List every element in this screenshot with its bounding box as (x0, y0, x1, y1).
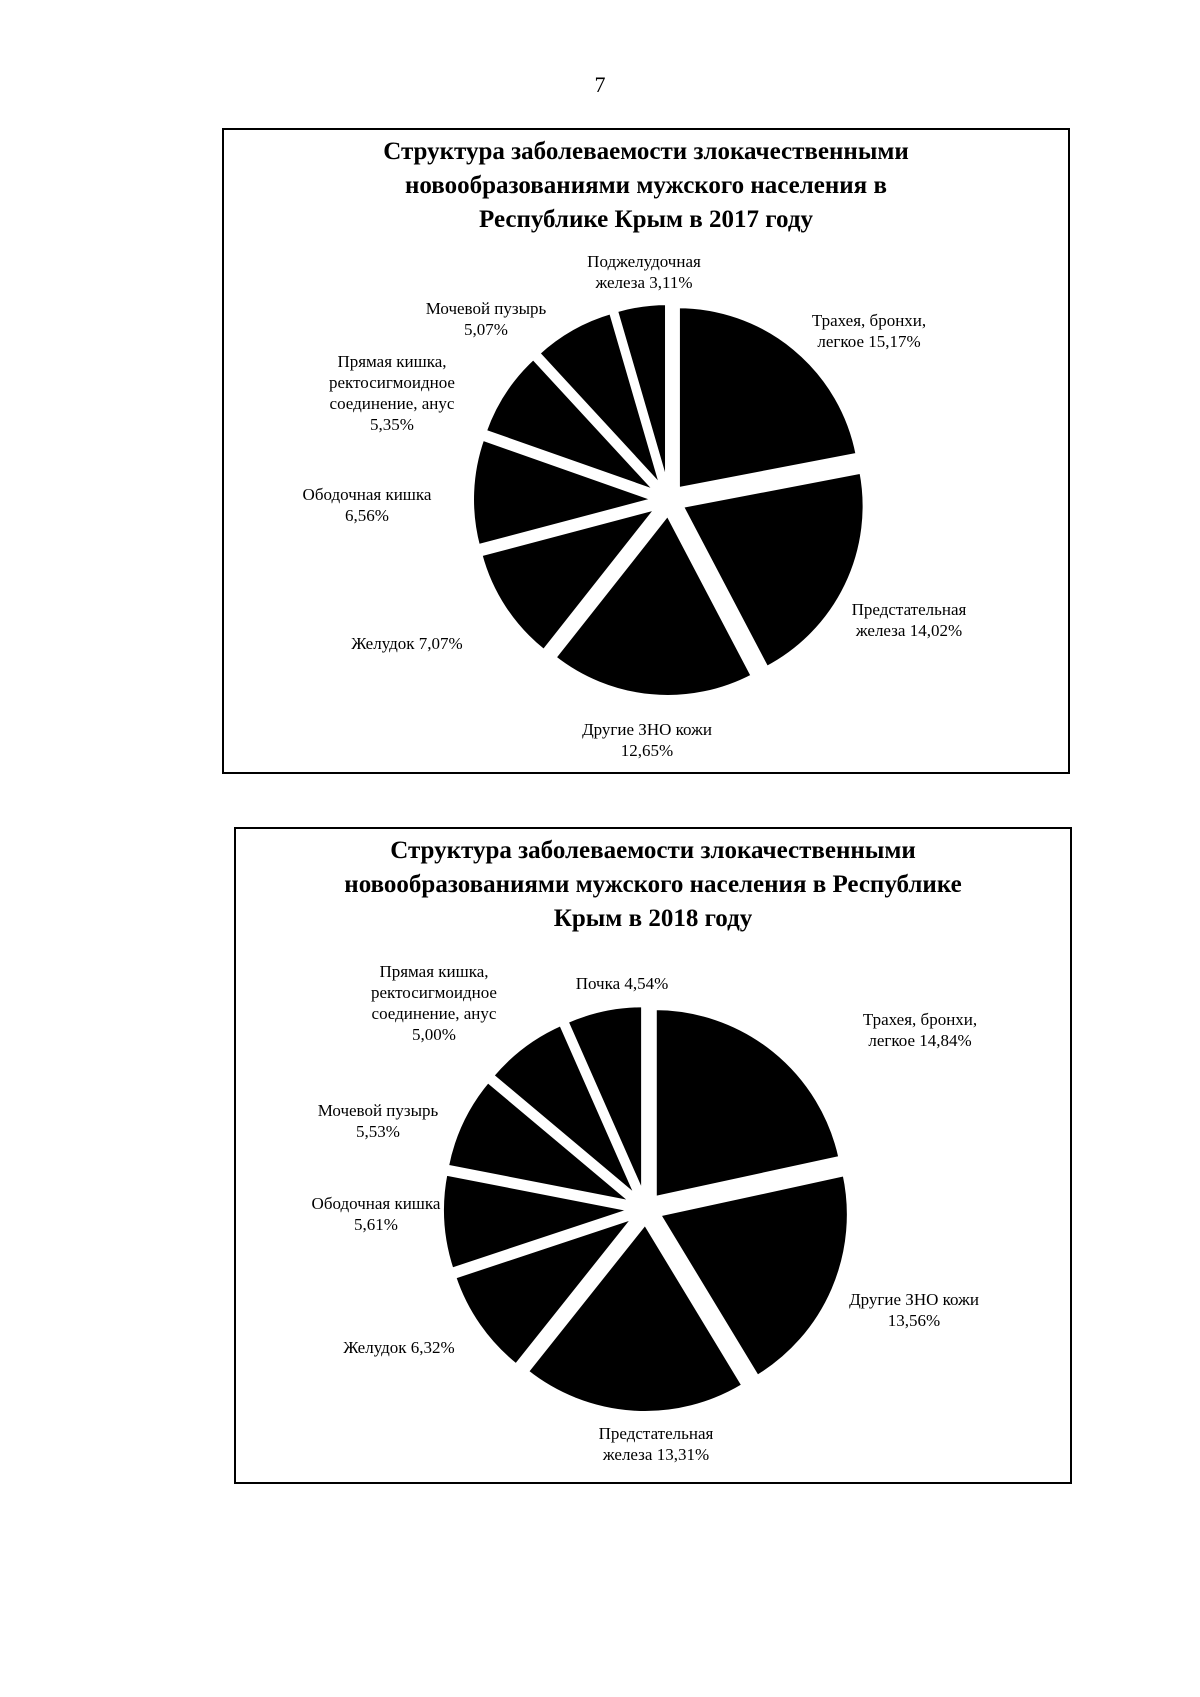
pie-chart-2018 (234, 827, 1072, 1484)
slice-label (812, 311, 926, 351)
chart-title-line: Крым в 2018 году (553, 905, 753, 932)
slice-label-line: Другие ЗНО кожи (849, 1290, 979, 1309)
chart-title-line: Республике Крым в 2017 году (479, 206, 813, 233)
slice-label-line: железа 14,02% (855, 621, 963, 640)
slice-label-line: Мочевой пузырь (425, 299, 547, 318)
slice-label-line: 5,07% (464, 320, 508, 339)
slice-label-line: железа 13,31% (602, 1445, 710, 1464)
slice-label (351, 634, 462, 653)
slice-label (312, 1194, 441, 1234)
slice-label-line: 5,35% (370, 415, 414, 434)
slice-label-line: легкое 14,84% (868, 1031, 972, 1050)
slice-label-line: 13,56% (887, 1311, 941, 1330)
slice-label-line: Другие ЗНО кожи (582, 720, 712, 739)
slice-label-line: Трахея, бронхи, (862, 1010, 978, 1029)
slice-label (318, 1101, 439, 1141)
pie-svg (236, 829, 1074, 1486)
slice-label-line: Желудок 6,32% (343, 1338, 455, 1357)
slice-label (343, 1338, 454, 1357)
slice-label (576, 974, 669, 993)
slice-label-line: Трахея, бронхи, (811, 311, 927, 330)
slice-label-line: Желудок 7,07% (351, 634, 463, 653)
slice-label-line: ректосигмоидное (329, 373, 455, 392)
slice-label (303, 485, 432, 525)
slice-label-line: Прямая кишка, (337, 352, 447, 371)
slice-label (852, 600, 967, 640)
slice-label (599, 1424, 714, 1464)
slice-label-line: ректосигмоидное (371, 983, 497, 1002)
chart-title-line: Структура заболеваемости злокачественными (383, 138, 909, 165)
slice-label-line: железа 3,11% (595, 273, 693, 292)
chart-title-line: Структура заболеваемости злокачественными (390, 837, 916, 864)
slice-label-line: 5,00% (412, 1025, 456, 1044)
slice-label (587, 252, 701, 292)
slice-label-line: Мочевой пузырь (317, 1101, 439, 1120)
slice-label-line: Ободочная кишка (302, 485, 432, 504)
chart-title-line: новообразованиями мужского населения в (405, 172, 887, 199)
slice-label (426, 299, 547, 339)
slice-label-line: соединение, анус (371, 1004, 497, 1023)
slice-label-line: Предстательная (598, 1424, 714, 1443)
slice-label-line: Ободочная кишка (311, 1194, 441, 1213)
page-number: 7 (594, 72, 606, 97)
slice-label-line: соединение, анус (329, 394, 455, 413)
slice-label-line: 6,56% (345, 506, 389, 525)
slice-label-line: легкое 15,17% (817, 332, 921, 351)
pie-slice (655, 1008, 841, 1198)
slice-label-line: Поджелудочная (587, 252, 701, 271)
slice-label-line: 12,65% (620, 741, 674, 760)
slice-label-line: Предстательная (851, 600, 967, 619)
slice-label-line: 5,61% (354, 1215, 398, 1234)
slice-label (329, 352, 455, 434)
pie-chart-2017 (222, 128, 1070, 774)
pie-svg (224, 130, 1072, 776)
slice-label-line: Прямая кишка, (379, 962, 489, 981)
slice-label-line: Почка 4,54% (575, 974, 669, 993)
slice-label (371, 962, 497, 1044)
slice-label (582, 720, 712, 760)
slice-label (863, 1010, 977, 1050)
slice-label-line: 5,53% (356, 1122, 400, 1141)
slice-label (849, 1290, 979, 1330)
chart-title-line: новообразованиями мужского населения в Республике (344, 871, 962, 898)
